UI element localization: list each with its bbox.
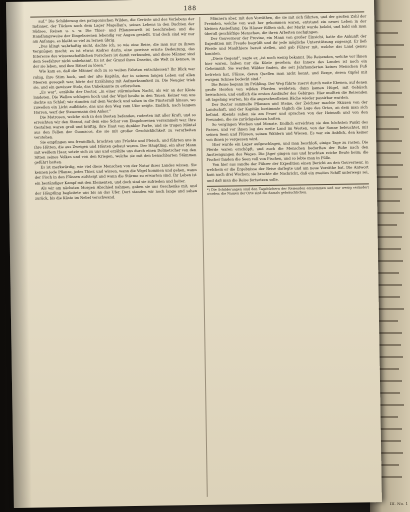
paragraph: Männern aber, mit den Vorräthen, die sie mit sich führten, und der großen Zahl der Fremden, welche von weit her gekommen waren, entstand ein neues Leben in der kleinen Ansiedlung. Die Häuser füllten sich, der Markt wurde belebt, und bald sah man überall geschäftige Menschen, die ihren Arbeiten nachgingen. <box>204 14 367 37</box>
paragraph: auf.“ Die Schilderung des patagonischen Wilden, die Gerüste und des Vorlebens der Indianer, der Tücken nach dem Lager Magellan's, seines Lebens in den Buchten der Südsee, Reisen u. s. w. Die Thier- und Pflanzenwelt ist beschrieben und die Handlungsweise der Eingeborenen lebendig vor Augen gestellt. Und doch sind wir nur am Anfange, es bleibt so viel zu lernen übrig. <box>32 17 195 44</box>
paragraph: „Es war“, erzählte der Doctor, „in einer stürmischen Nacht, als wir an der Küste landeten. Die Wellen schlugen hoch und der Wind heulte in den Tauen. Keiner von uns dachte an Schlaf; wir standen auf dem Verdeck und sahen in die Finsterniß hinaus, wo zuweilen ein Licht aufblitzte, das uns den Weg zum Ufer zeigte. Endlich, nach langem Harren, warf der Steuermann den Anker.“ <box>33 87 196 115</box>
right-column <box>204 14 369 196</box>
paragraph: „Diese Gegend“, sagte er, „ist noch wenig bekannt. Die Reisenden, welche vor Ihnen hier waren, haben nur die Küste gesehen; das Innere des Landes ist noch ein Geheimniß. Sie werden Wälder finden, die seit Jahrhunderten keines Menschen Fuß betreten hat, Flüsse, deren Quellen man nicht kennt, und Berge, deren Gipfel mit ewigem Schnee bedeckt sind.“ <box>204 54 368 82</box>
paragraph: So vergingen Wochen und Monate. Endlich erreichten sie den höchsten Punkt des Passes, und vor ihnen lag das weite Land im Westen, von der Sonne beleuchtet, mit seinen Seen und Flüssen, seinen Wäldern und Wiesen. Es war ein Anblick, den keiner von ihnen je vergessen wird. <box>206 120 369 142</box>
page-number: 188 <box>183 5 197 13</box>
paragraph: Sie empfingen uns freundlich, brachten uns Früchte und Fleisch, und führten uns in ihre Hütten, die aus Zweigen und Häuten gebaut waren. Der Häuptling, ein alter Mann mit weißem Haar, setzte sich zu uns und erzählte uns durch einen Dolmetscher von den Sitten seines Volkes und von den Kriegen, welche sie mit den benachbarten Stämmen geführt hatten. <box>34 138 197 165</box>
margin-mark: III. No. 1 <box>389 501 408 506</box>
paragraph: Der Gouverneur der Provinz, ein Mann von großer Einsicht, hatte die Ankunft der Expedition mit Freude begrüßt und ihr jede mögliche Unterstützung zugesagt. Er ließ Pferde und Maulthiere bereit stellen, und gab Führer mit, welche das Land genau kannten. <box>204 34 367 57</box>
paragraph: Als wir am nächsten Morgen Abschied nahmen, gaben sie uns Geschenke mit, und der Häuptling begleitete uns bis an das Ufer. Dort standen wir noch lange und sahen zurück, bis die Küste im Nebel verschwand. <box>34 183 198 201</box>
paragraph: „Das klingt wahrhaftig nicht, dachte ich, so wie eine Reise, die man nur zu ihrem Vergnügen macht; es ist etwas Andres darin, eine gewisse ernste Bedeutung, das Interesse des wissenschaftlichen Forschers ist damit verbunden, und diese Männer sind dem Seefahrer nicht unbekannt. Es ist der Grund ihres Daseins, die Welt zu kennen, in der sie leben, und ihre Rätsel zu lösen.“ <box>32 42 195 70</box>
book-page <box>6 0 382 508</box>
paragraph: Wie kam es, daß die Männer sich zu so weiten Fahrten entschlossen? Ihr Blick war ruhig, ihre Stirn hoch, und der alte Kapitän, der in seinem langen Leben auf allen Meeren gesegelt war, hörte der Erzählung mit Aufmerksamkeit zu. Die Neugier trieb sie, und ein gewisser Stolz, das Unbekannte zu erforschen. <box>33 67 196 90</box>
paragraph: Hier wurde ein Lager aufgeschlagen, und man beschloß, einige Tage zu rasten. Die Pferde waren erschöpft, und auch die Menschen bedurften der Ruhe nach den Anstrengungen des Weges. Die Jäger gingen aus und brachten reiche Beute heim; die Fischer fanden die Seen voll von Fischen, und so lebte man in Fülle. <box>206 140 369 163</box>
paragraph: Es ist merkwürdig, wie viel diese Menschen von der Natur ihres Landes wissen. Sie kennen jede Pflanze, jedes Thier, und wissen, wann die Vögel kommen und gehen, wann der Fisch in den Flüssen aufsteigt und wann die Stürme zu erwarten sind. Ihr Leben ist ein beständiger Kampf mit den Elementen, und doch sind sie zufrieden und heiter. <box>34 163 197 186</box>
left-column <box>32 17 197 201</box>
paragraph: Der Doctor sammelte Pflanzen und Steine, der Zeichner machte Skizzen von der Landschaft, und der Kapitän bestimmte täglich die Lage des Ortes, an dem man sich befand. Abends saßen sie am Feuer und sprachen von der Heimath und von den Freunden, die sie zurückgelassen hatten. <box>205 100 368 122</box>
paragraph: Die Matrosen, welche sich in den Booten befanden, ruderten mit aller Kraft, und so erreichten wir den Strand, auf dem eine Schar von Eingeborenen versammelt war. Ihre Gestalten waren groß und kräftig, ihre Haut von dunkler Farbe, und sie trugen Mäntel aus den Fellen der Guanacos, die sie mit großer Geschicklichkeit zu verarbeiten verstehen. <box>33 112 197 140</box>
paragraph: Von hier aus sandte der Führer der Expedition einen Bericht an den Gouverneur, in welchem er die Ergebnisse der Reise darlegte und um neue Vorräthe bat. Die Antwort kam nach drei Wochen; sie brachte die Nachricht, daß ein zweites Schiff unterwegs sei, und daß man die Reise fortsetzen solle. <box>206 160 369 183</box>
paragraph: Die Reise begann im Frühling. Der Weg führte zuerst durch weite Ebenen, auf denen große Herden von wilden Pferden weideten; dann kamen Hügel, mit Gebüsch bewachsen, und endlich die ersten Ausläufer des Gebirges. Hier mußten die Reisenden oft tagelang warten, bis die angeschwollenen Bäche wieder passirbar wurden. <box>205 79 368 102</box>
footnote: *) Die Schilderungen sind den Tagebüchern der Reisenden entnommen und nur wenig verändert worden; die Namen der Orte sind die damals gebräuchlichen. <box>206 184 369 196</box>
